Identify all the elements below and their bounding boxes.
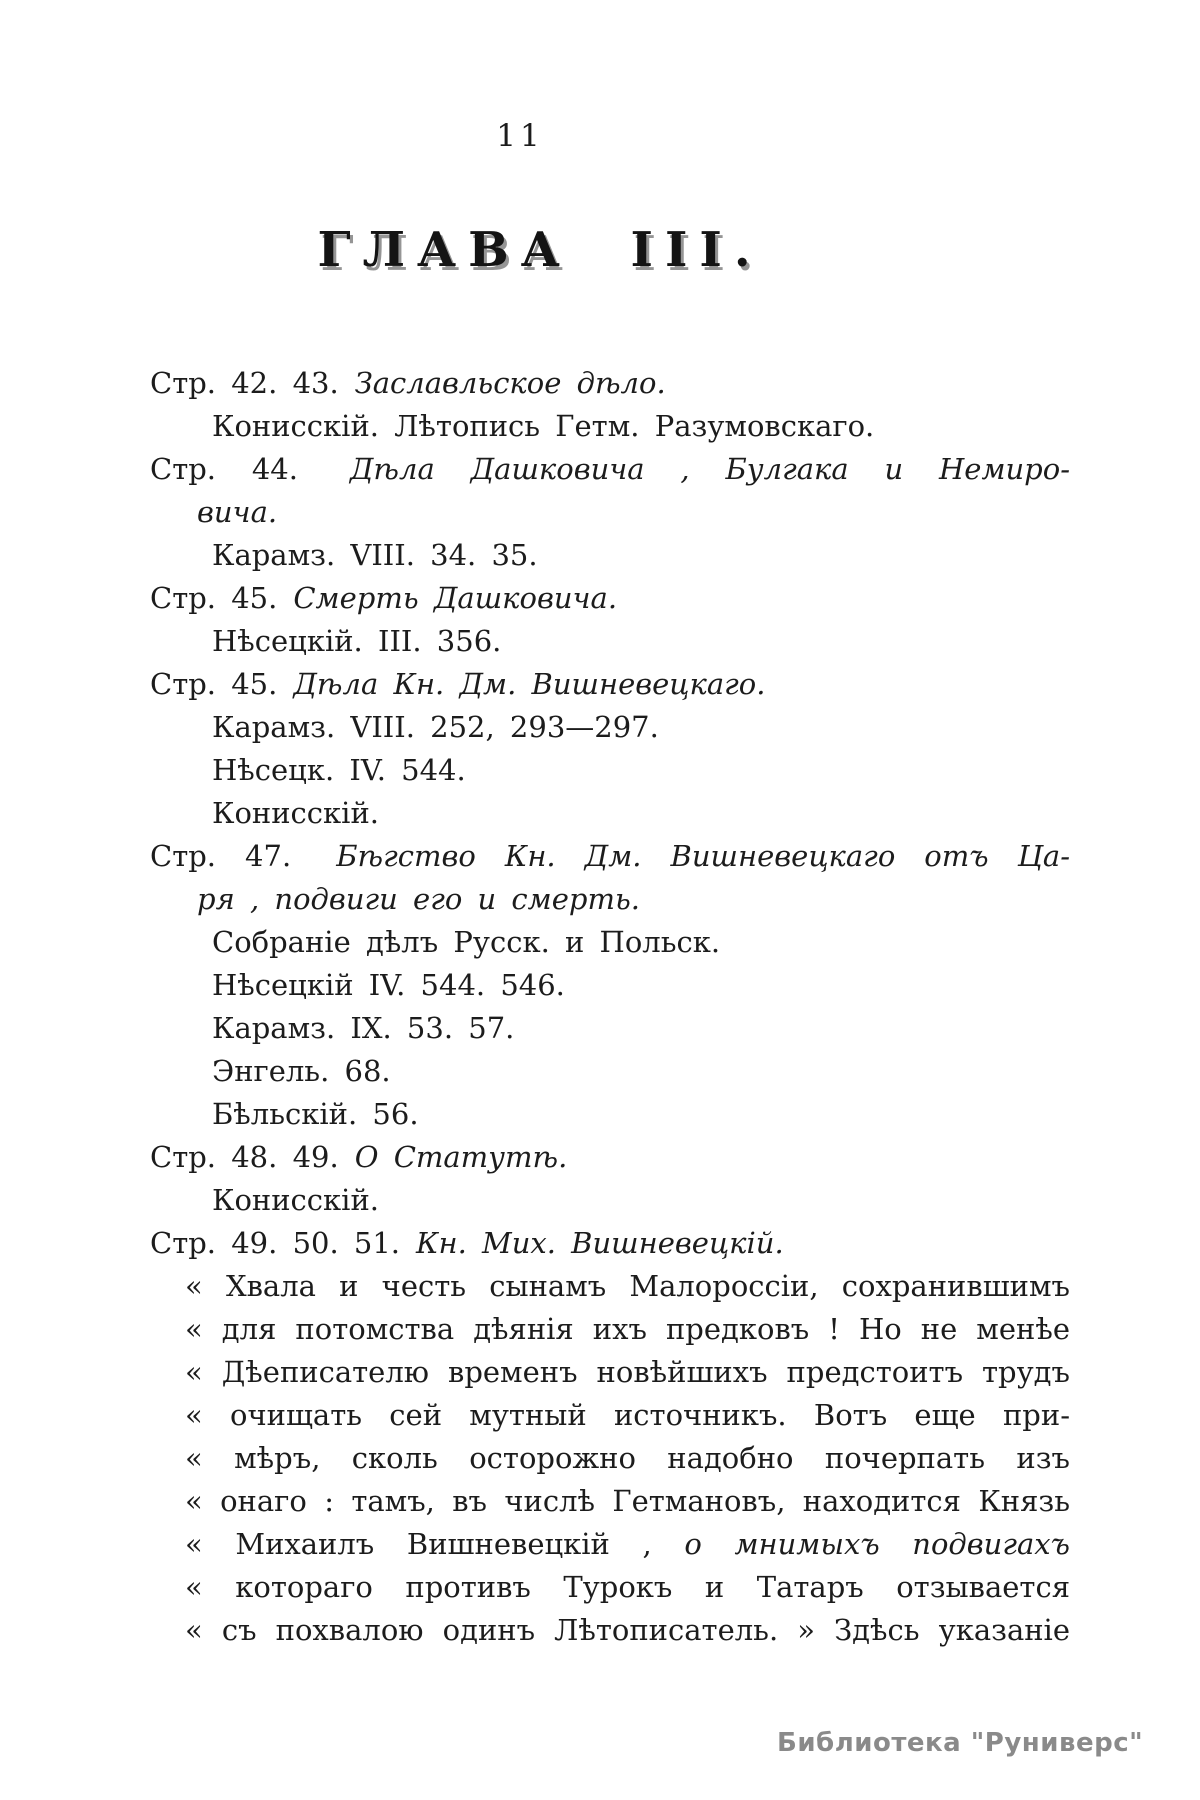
source-reference: [150, 1093, 1070, 1136]
entry-page-refs: Стр. 45.: [150, 667, 278, 701]
index-entry: [150, 835, 1070, 878]
source-reference: [150, 620, 1070, 663]
source-reference: [150, 706, 1070, 749]
source-reference: [150, 1050, 1070, 1093]
library-watermark: Библиотека "Руниверс": [777, 1728, 1144, 1758]
source-reference: [150, 792, 1070, 835]
reference-text: Конисскій.: [212, 796, 379, 830]
source-reference: [150, 1007, 1070, 1050]
reference-text: Конисскій. Лѣтопись Гетм. Разумовскаго.: [212, 409, 875, 443]
entry-title: Кн. Мих. Вишневецкій.: [416, 1226, 784, 1260]
quotation-line: [150, 1609, 1070, 1652]
entry-page-refs: Стр. 44.: [150, 452, 298, 486]
entry-page-refs: Стр. 49. 50. 51.: [150, 1226, 401, 1260]
index-body: [150, 362, 1070, 1652]
quotation-line: [150, 1523, 1070, 1566]
reference-text: Конисскій.: [212, 1183, 379, 1217]
entry-title: Дѣла Дашковича , Булгака и Немиро-: [349, 452, 1070, 486]
quotation-text: « Дѣеписателю временъ новѣйшихъ предстоитъ трудъ: [185, 1355, 1070, 1389]
index-entry: [150, 577, 1070, 620]
page-number: 11: [496, 118, 544, 154]
index-entry: [150, 448, 1070, 491]
source-reference: [150, 1179, 1070, 1222]
entry-title: О Статутѣ.: [354, 1140, 568, 1174]
quotation-line: [150, 1437, 1070, 1480]
quotation-text: « съ похвалою одинъ Лѣтописатель. » Здѣсь указаніе: [185, 1613, 1070, 1647]
continuation-text: вича.: [197, 495, 278, 529]
entry-page-refs: Стр. 48. 49.: [150, 1140, 339, 1174]
chapter-heading: ГЛАВА III.: [317, 222, 763, 278]
continuation-text: ря , подвиги его и смерть.: [197, 882, 640, 916]
reference-text: Собраніе дѣлъ Русск. и Польск.: [212, 925, 721, 959]
reference-text: Энгель. 68.: [212, 1054, 391, 1088]
index-entry: [150, 1222, 1070, 1265]
quotation-line: [150, 1265, 1070, 1308]
quotation-text: « онаго : тамъ, въ числѣ Гетмановъ, находится Князь: [185, 1484, 1070, 1518]
index-entry: [150, 663, 1070, 706]
entry-title: Смерть Дашковича.: [293, 581, 618, 615]
quotation-text: « Михаилъ Вишневецкій ,: [185, 1527, 652, 1561]
entry-page-refs: Стр. 45.: [150, 581, 278, 615]
index-entry: [150, 1136, 1070, 1179]
source-reference: [150, 921, 1070, 964]
quotation-text: « очищать сей мутный источникъ. Вотъ еще при-: [185, 1398, 1070, 1432]
reference-text: Нѣсецкій IV. 544. 546.: [212, 968, 565, 1002]
entry-title-continuation: [150, 491, 1070, 534]
source-reference: [150, 534, 1070, 577]
reference-text: Бѣльскій. 56.: [212, 1097, 419, 1131]
entry-title: Бѣгство Кн. Дм. Вишневецкаго отъ Ца-: [336, 839, 1071, 873]
quotation-line: [150, 1480, 1070, 1523]
quotation-line: [150, 1566, 1070, 1609]
quotation-line: [150, 1351, 1070, 1394]
entry-title: Дѣла Кн. Дм. Вишневецкаго.: [293, 667, 766, 701]
source-reference: [150, 964, 1070, 1007]
reference-text: Карамз. IX. 53. 57.: [212, 1011, 515, 1045]
quotation-italic-text: о мнимыхъ подвигахъ: [684, 1527, 1070, 1561]
quotation-text: « мѣръ, сколь осторожно надобно почерпать изъ: [185, 1441, 1070, 1475]
source-reference: [150, 749, 1070, 792]
quotation-text: « для потомства дѣянія ихъ предковъ ! Но не менѣе: [185, 1312, 1070, 1346]
entry-page-refs: Стр. 42. 43.: [150, 366, 339, 400]
reference-text: Карамз. VIII. 34. 35.: [212, 538, 538, 572]
quotation-line: [150, 1394, 1070, 1437]
entry-title: Заславльское дѣло.: [354, 366, 666, 400]
reference-text: Нѣсецкій. III. 356.: [212, 624, 502, 658]
reference-text: Карамз. VIII. 252, 293—297.: [212, 710, 659, 744]
quotation-text: « котораго противъ Турокъ и Татаръ отзывается: [185, 1570, 1070, 1604]
quotation-line: [150, 1308, 1070, 1351]
source-reference: [150, 405, 1070, 448]
index-entry: [150, 362, 1070, 405]
entry-page-refs: Стр. 47.: [150, 839, 292, 873]
reference-text: Нѣсецк. IV. 544.: [212, 753, 466, 787]
quotation-text: « Хвала и честь сынамъ Малороссіи, сохранившимъ: [185, 1269, 1070, 1303]
entry-title-continuation: [150, 878, 1070, 921]
